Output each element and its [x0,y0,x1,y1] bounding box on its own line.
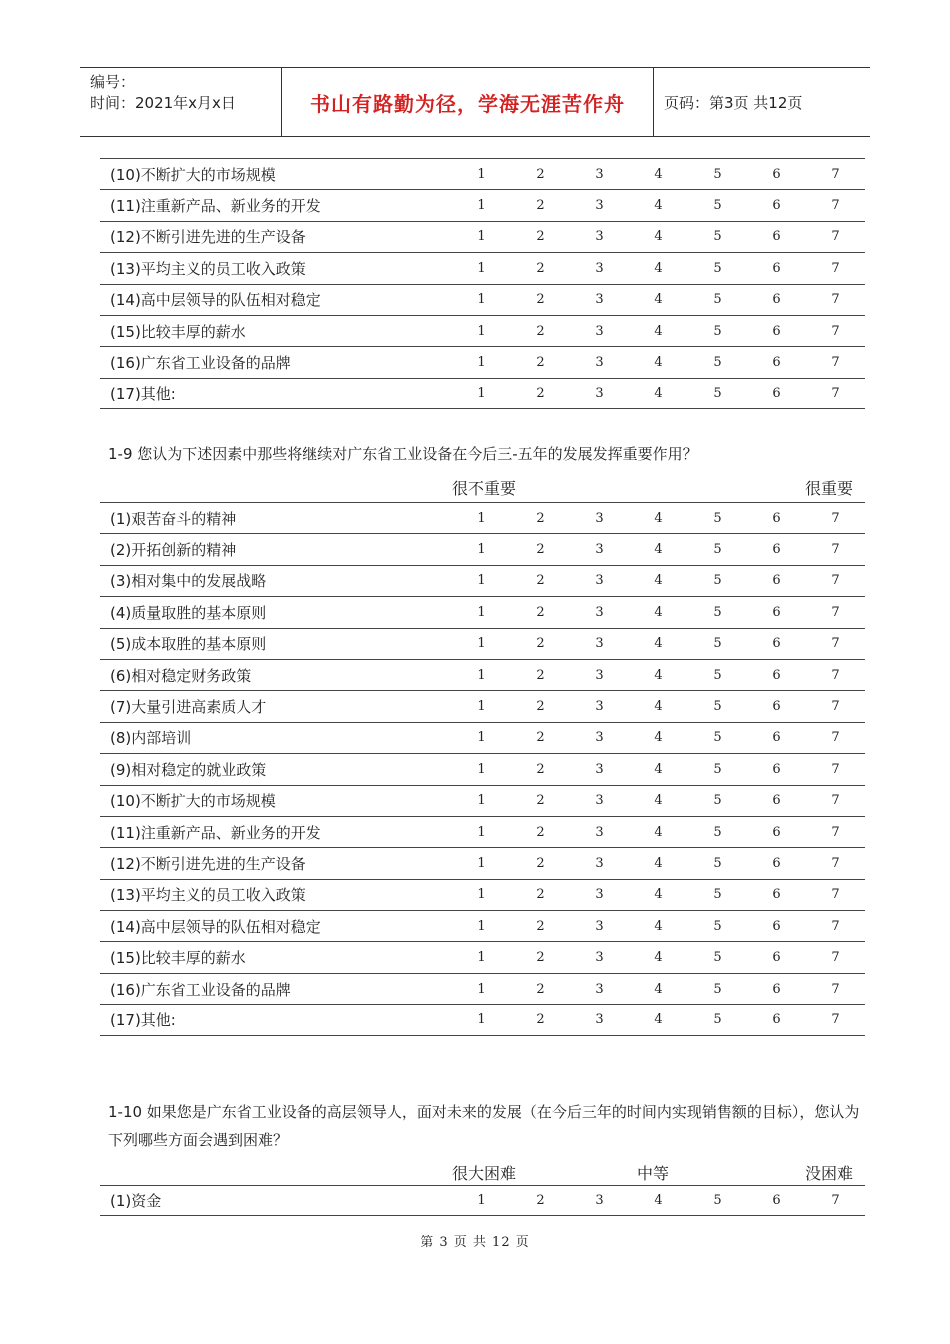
rating-option-7[interactable]: 7 [831,950,840,966]
rating-option-7[interactable]: 7 [831,855,840,871]
row-label: (8)内部培训 [110,729,192,748]
rating-option-1[interactable]: 1 [477,887,486,903]
rating-option-4[interactable]: 4 [654,229,663,245]
rating-option-4[interactable]: 4 [654,636,663,652]
table-row [100,973,865,1004]
rating-option-6[interactable]: 6 [772,699,781,715]
rating-option-3[interactable]: 3 [595,855,604,871]
rating-option-1[interactable]: 1 [477,730,486,746]
rating-option-1[interactable]: 1 [477,824,486,840]
rating-option-5[interactable]: 5 [713,918,722,934]
row-label: (4)质量取胜的基本原则 [110,603,267,622]
rating-option-6[interactable]: 6 [772,855,781,871]
rating-option-6[interactable]: 6 [772,292,781,308]
rating-option-1[interactable]: 1 [477,323,486,339]
rating-option-1[interactable]: 1 [477,1012,486,1028]
rating-option-7[interactable]: 7 [831,730,840,746]
rating-option-3[interactable]: 3 [595,730,604,746]
row-label: (14)高中层领导的队伍相对稳定 [110,917,321,936]
rating-option-5[interactable]: 5 [713,385,722,401]
rating-option-2[interactable]: 2 [536,260,545,276]
rating-option-3[interactable]: 3 [595,793,604,809]
rating-option-2[interactable]: 2 [536,981,545,997]
rating-option-6[interactable]: 6 [772,730,781,746]
rating-option-1[interactable]: 1 [477,636,486,652]
rating-option-3[interactable]: 3 [595,166,604,182]
rating-option-4[interactable]: 4 [654,981,663,997]
rating-option-6[interactable]: 6 [772,1012,781,1028]
rating-option-5[interactable]: 5 [713,793,722,809]
table-row [100,690,865,721]
table-row [100,346,865,377]
rating-option-3[interactable]: 3 [595,636,604,652]
rating-option-2[interactable]: 2 [536,950,545,966]
rating-option-7[interactable]: 7 [831,166,840,182]
scale-mid-label: 中等 [637,1164,670,1183]
table-row [100,565,865,596]
row-label: (17)其他: [110,1011,176,1030]
rating-option-1[interactable]: 1 [477,198,486,214]
rating-option-7[interactable]: 7 [831,604,840,620]
rating-option-7[interactable]: 7 [831,229,840,245]
rating-option-4[interactable]: 4 [654,510,663,526]
rating-option-6[interactable]: 6 [772,981,781,997]
rating-option-1[interactable]: 1 [477,229,486,245]
rating-option-5[interactable]: 5 [713,699,722,715]
rating-option-3[interactable]: 3 [595,260,604,276]
rating-option-4[interactable]: 4 [654,699,663,715]
rating-option-6[interactable]: 6 [772,793,781,809]
row-label: (11)注重新产品、新业务的开发 [110,197,321,216]
rating-option-6[interactable]: 6 [772,166,781,182]
row-label: (3)相对集中的发展战略 [110,572,267,591]
row-label: (5)成本取胜的基本原则 [110,635,267,654]
rating-option-4[interactable]: 4 [654,542,663,558]
rating-option-4[interactable]: 4 [654,385,663,401]
rating-option-3[interactable]: 3 [595,573,604,589]
rating-option-4[interactable]: 4 [654,573,663,589]
rating-option-4[interactable]: 4 [654,950,663,966]
rating-option-5[interactable]: 5 [713,667,722,683]
rating-option-6[interactable]: 6 [772,604,781,620]
row-label: (10)不断扩大的市场规模 [110,792,276,811]
rating-option-3[interactable]: 3 [595,542,604,558]
rating-option-2[interactable]: 2 [536,355,545,371]
rating-option-6[interactable]: 6 [772,950,781,966]
table-row [100,910,865,941]
rating-option-2[interactable]: 2 [536,292,545,308]
rating-option-3[interactable]: 3 [595,761,604,777]
rating-option-7[interactable]: 7 [831,323,840,339]
rating-option-6[interactable]: 6 [772,229,781,245]
rating-option-3[interactable]: 3 [595,887,604,903]
question-1-10-scale [100,1161,865,1185]
rating-table-1-10 [100,1185,865,1216]
rating-option-2[interactable]: 2 [536,824,545,840]
rating-option-6[interactable]: 6 [772,887,781,903]
scale-low-label: 很大困难 [452,1164,517,1183]
question-1-10-title: 1-10 如果您是广东省工业设备的高层领导人，面对未来的发展（在今后三年的时间内实现销售额的目标），您认为下列哪些方面会遇到困难？ [108,1103,860,1149]
rating-option-2[interactable]: 2 [536,636,545,652]
row-label: (6)相对稳定财务政策 [110,666,252,685]
rating-option-7[interactable]: 7 [831,636,840,652]
rating-option-4[interactable]: 4 [654,604,663,620]
rating-option-3[interactable]: 3 [595,229,604,245]
page-footer: 第 3 页 共 12 页 [420,1235,530,1250]
rating-option-5[interactable]: 5 [713,166,722,182]
rating-option-1[interactable]: 1 [477,667,486,683]
rating-option-4[interactable]: 4 [654,730,663,746]
table-row [100,189,865,220]
rating-option-3[interactable]: 3 [595,385,604,401]
rating-option-6[interactable]: 6 [772,573,781,589]
row-label: (13)平均主义的员工收入政策 [110,886,306,905]
row-label: (16)广东省工业设备的品牌 [110,980,291,999]
rating-option-2[interactable]: 2 [536,730,545,746]
row-label: (12)不断引进先进的生产设备 [110,854,306,873]
scale-low-label: 很不重要 [452,479,517,498]
page-header [80,67,870,137]
rating-option-2[interactable]: 2 [536,887,545,903]
rating-option-7[interactable]: 7 [831,918,840,934]
rating-option-7[interactable]: 7 [831,385,840,401]
row-label: (13)平均主义的员工收入政策 [110,259,306,278]
rating-option-2[interactable]: 2 [536,793,545,809]
rating-option-5[interactable]: 5 [713,1193,722,1209]
table-row [100,1004,865,1035]
rating-option-1[interactable]: 1 [477,1193,486,1209]
rating-option-4[interactable]: 4 [654,1193,663,1209]
rating-option-2[interactable]: 2 [536,166,545,182]
rating-option-7[interactable]: 7 [831,542,840,558]
rating-option-5[interactable]: 5 [713,292,722,308]
scale-high-label: 没困难 [805,1164,854,1183]
table-row [100,252,865,283]
rating-option-1[interactable]: 1 [477,981,486,997]
row-label: (2)开拓创新的精神 [110,541,237,560]
rating-option-5[interactable]: 5 [713,542,722,558]
rating-option-3[interactable]: 3 [595,981,604,997]
rating-option-5[interactable]: 5 [713,950,722,966]
rating-option-6[interactable]: 6 [772,761,781,777]
rating-option-6[interactable]: 6 [772,323,781,339]
table-row [100,1185,865,1216]
rating-option-3[interactable]: 3 [595,667,604,683]
rating-option-1[interactable]: 1 [477,918,486,934]
row-label: (11)注重新产品、新业务的开发 [110,823,321,842]
rating-option-7[interactable]: 7 [831,824,840,840]
rating-option-7[interactable]: 7 [831,510,840,526]
rating-option-3[interactable]: 3 [595,604,604,620]
rating-table-1-9 [100,502,865,1036]
table-row [100,628,865,659]
rating-option-4[interactable]: 4 [654,761,663,777]
rating-option-1[interactable]: 1 [477,699,486,715]
rating-option-4[interactable]: 4 [654,323,663,339]
rating-option-4[interactable]: 4 [654,887,663,903]
row-label: (1)艰苦奋斗的精神 [110,509,237,528]
table-row [100,502,865,533]
rating-option-2[interactable]: 2 [536,385,545,401]
rating-option-4[interactable]: 4 [654,1012,663,1028]
table-row [100,533,865,564]
rating-option-5[interactable]: 5 [713,636,722,652]
rating-option-2[interactable]: 2 [536,573,545,589]
table-row [100,879,865,910]
rating-option-4[interactable]: 4 [654,855,663,871]
rating-option-3[interactable]: 3 [595,824,604,840]
table-row [100,315,865,346]
rating-option-4[interactable]: 4 [654,667,663,683]
rating-option-2[interactable]: 2 [536,604,545,620]
header-meta [80,68,282,136]
row-label: (7)大量引进高素质人才 [110,698,267,717]
rating-option-7[interactable]: 7 [831,1193,840,1209]
rating-option-7[interactable]: 7 [831,260,840,276]
rating-option-4[interactable]: 4 [654,166,663,182]
rating-option-1[interactable]: 1 [477,573,486,589]
rating-option-2[interactable]: 2 [536,510,545,526]
rating-option-1[interactable]: 1 [477,542,486,558]
row-label: (15)比较丰厚的薪水 [110,322,246,341]
rating-option-2[interactable]: 2 [536,855,545,871]
rating-option-6[interactable]: 6 [772,198,781,214]
rating-option-5[interactable]: 5 [713,730,722,746]
rating-option-1[interactable]: 1 [477,950,486,966]
row-label: (17)其他: [110,384,176,403]
rating-option-5[interactable]: 5 [713,761,722,777]
rating-option-6[interactable]: 6 [772,385,781,401]
rating-option-3[interactable]: 3 [595,292,604,308]
rating-option-4[interactable]: 4 [654,260,663,276]
table-row [100,221,865,252]
rating-option-6[interactable]: 6 [772,260,781,276]
rating-option-7[interactable]: 7 [831,292,840,308]
table-row [100,753,865,784]
rating-option-1[interactable]: 1 [477,355,486,371]
rating-option-2[interactable]: 2 [536,542,545,558]
rating-option-1[interactable]: 1 [477,604,486,620]
time-label: 时间：2021年x月x日 [90,94,236,112]
rating-option-5[interactable]: 5 [713,260,722,276]
table-row [100,816,865,847]
rating-option-6[interactable]: 6 [772,918,781,934]
rating-option-5[interactable]: 5 [713,1012,722,1028]
rating-option-5[interactable]: 5 [713,355,722,371]
code-label: 编号： [90,73,136,91]
question-1-9-title: 1-9 您认为下述因素中那些将继续对广东省工业设备在今后三-五年的发展发挥重要作用？ [108,445,698,463]
rating-option-2[interactable]: 2 [536,667,545,683]
rating-option-5[interactable]: 5 [713,855,722,871]
rating-option-7[interactable]: 7 [831,1012,840,1028]
table-row [100,722,865,753]
rating-option-4[interactable]: 4 [654,824,663,840]
table-row [100,284,865,315]
rating-option-6[interactable]: 6 [772,1193,781,1209]
rating-option-3[interactable]: 3 [595,1012,604,1028]
table-row [100,941,865,972]
row-label: (10)不断扩大的市场规模 [110,165,276,184]
rating-option-1[interactable]: 1 [477,260,486,276]
rating-option-5[interactable]: 5 [713,510,722,526]
rating-option-6[interactable]: 6 [772,636,781,652]
rating-option-2[interactable]: 2 [536,761,545,777]
rating-option-1[interactable]: 1 [477,292,486,308]
question-1-9-scale [100,476,865,500]
table-row [100,158,865,189]
rating-option-3[interactable]: 3 [595,950,604,966]
rating-option-5[interactable]: 5 [713,229,722,245]
row-label: (15)比较丰厚的薪水 [110,949,246,968]
rating-option-4[interactable]: 4 [654,355,663,371]
rating-option-2[interactable]: 2 [536,699,545,715]
table-row [100,596,865,627]
table-row [100,659,865,690]
rating-option-4[interactable]: 4 [654,198,663,214]
rating-option-6[interactable]: 6 [772,542,781,558]
rating-option-3[interactable]: 3 [595,699,604,715]
rating-option-3[interactable]: 3 [595,1193,604,1209]
rating-option-5[interactable]: 5 [713,981,722,997]
rating-option-6[interactable]: 6 [772,510,781,526]
rating-option-5[interactable]: 5 [713,887,722,903]
row-label: (12)不断引进先进的生产设备 [110,228,306,247]
scale-high-label: 很重要 [805,479,854,498]
table-row [100,847,865,878]
rating-option-6[interactable]: 6 [772,667,781,683]
rating-option-3[interactable]: 3 [595,355,604,371]
rating-option-7[interactable]: 7 [831,761,840,777]
rating-option-5[interactable]: 5 [713,323,722,339]
header-page-info: 页码：第3页 共12页 [664,93,803,112]
rating-option-6[interactable]: 6 [772,824,781,840]
rating-option-2[interactable]: 2 [536,1193,545,1209]
rating-option-3[interactable]: 3 [595,918,604,934]
rating-table-continued [100,158,865,409]
rating-option-6[interactable]: 6 [772,355,781,371]
table-row [100,378,865,409]
row-label: (9)相对稳定的就业政策 [110,760,267,779]
rating-option-7[interactable]: 7 [831,981,840,997]
rating-option-2[interactable]: 2 [536,323,545,339]
rating-option-1[interactable]: 1 [477,385,486,401]
rating-option-2[interactable]: 2 [536,229,545,245]
rating-option-7[interactable]: 7 [831,699,840,715]
rating-option-2[interactable]: 2 [536,198,545,214]
rating-option-2[interactable]: 2 [536,1012,545,1028]
rating-option-1[interactable]: 1 [477,793,486,809]
rating-option-7[interactable]: 7 [831,793,840,809]
rating-option-5[interactable]: 5 [713,198,722,214]
header-motto: 书山有路勤为径，学海无涯苦作舟 [282,68,654,136]
row-label: (14)高中层领导的队伍相对稳定 [110,291,321,310]
table-row [100,785,865,816]
rating-option-3[interactable]: 3 [595,323,604,339]
rating-option-7[interactable]: 7 [831,573,840,589]
rating-option-1[interactable]: 1 [477,855,486,871]
rating-option-5[interactable]: 5 [713,824,722,840]
rating-option-7[interactable]: 7 [831,887,840,903]
rating-option-4[interactable]: 4 [654,918,663,934]
rating-option-1[interactable]: 1 [477,761,486,777]
rating-option-1[interactable]: 1 [477,166,486,182]
rating-option-5[interactable]: 5 [713,604,722,620]
rating-option-3[interactable]: 3 [595,198,604,214]
row-label: (1)资金 [110,1192,162,1211]
rating-option-2[interactable]: 2 [536,918,545,934]
rating-option-7[interactable]: 7 [831,355,840,371]
rating-option-4[interactable]: 4 [654,793,663,809]
rating-option-5[interactable]: 5 [713,573,722,589]
rating-option-3[interactable]: 3 [595,510,604,526]
rating-option-4[interactable]: 4 [654,292,663,308]
row-label: (16)广东省工业设备的品牌 [110,354,291,373]
rating-option-1[interactable]: 1 [477,510,486,526]
rating-option-7[interactable]: 7 [831,667,840,683]
rating-option-7[interactable]: 7 [831,198,840,214]
